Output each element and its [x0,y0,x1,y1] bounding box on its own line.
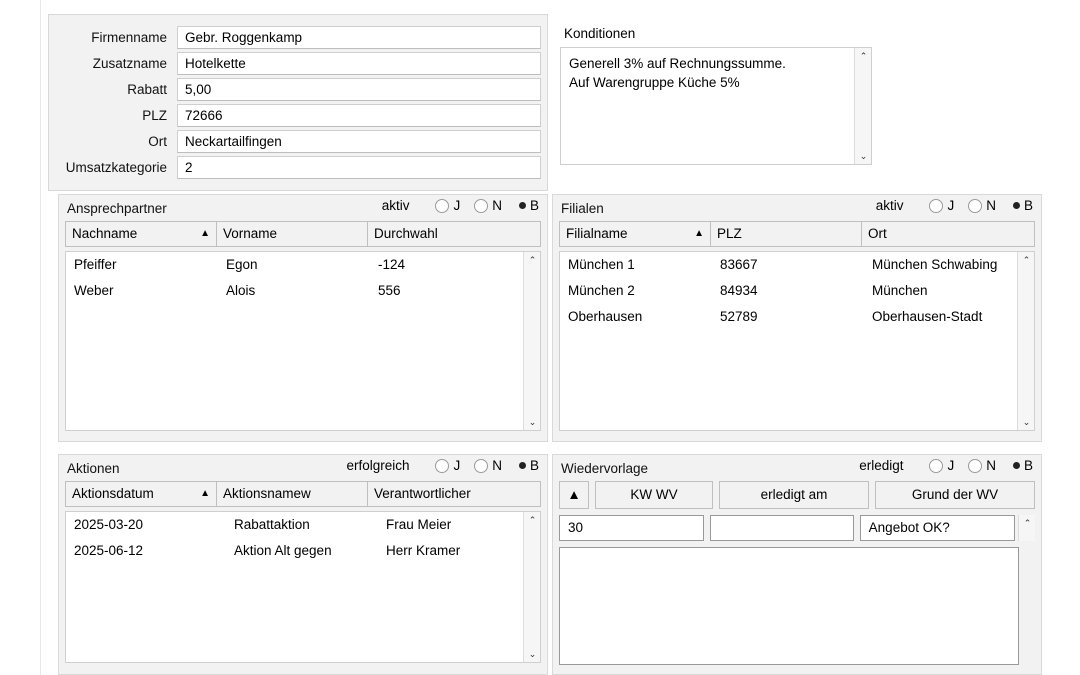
radio-icon [474,459,488,473]
table-row[interactable] [66,278,540,304]
table-row[interactable] [66,512,540,538]
ansprechpartner-panel [58,194,548,442]
konditionen-line-1: Generell 3% auf Rechnungssumme. [569,56,786,71]
aktionen-header [59,455,547,481]
aktionen-column-headers [65,481,541,507]
cell-filialname: München 1 [568,257,635,272]
radio-icon [929,199,943,213]
radio-selected-icon [1013,202,1020,209]
input-kw-wv[interactable]: 30 [559,515,704,541]
cell-nachname: Weber [74,283,114,298]
filialen-filter-b-label: B [1023,198,1033,213]
scroll-down-icon[interactable]: ⌄ [528,417,537,427]
ansprechpartner-column-headers [65,221,541,247]
radio-icon [968,459,982,473]
wiedervorlage-filter-b-label: B [1023,458,1033,473]
aktionen-filter-group [346,458,539,473]
cell-durchwahl: -124 [378,257,406,272]
label-firmenname: Firmenname [91,30,167,45]
wiedervorlage-filter-label: erledigt [859,458,904,473]
input-ort[interactable]: Neckartailfingen [177,130,541,153]
konditionen-line-2: Auf Warengruppe Küche 5% [569,75,740,90]
wiedervorlage-memo[interactable] [559,547,1019,665]
form-row-umsatzkategorie [55,155,541,180]
cell-plz: 83667 [720,257,758,272]
ansprechpartner-filter-label: aktiv [381,198,410,213]
scroll-up-icon[interactable]: ⌃ [1022,255,1031,265]
label-zusatzname: Zusatzname [92,56,167,71]
filialen-column-headers [559,221,1035,247]
form-row-rabatt [55,77,541,102]
input-umsatzkategorie[interactable]: 2 [177,156,541,179]
cell-aktionsdatum: 2025-03-20 [74,517,144,532]
aktionen-filter-j[interactable] [435,458,460,473]
cell-verantwortlicher: Herr Kramer [386,543,461,558]
wiedervorlage-input-row [559,515,1035,541]
aktionen-filter-b-label: B [529,458,539,473]
filialen-list[interactable] [559,251,1035,431]
aktionen-filter-n[interactable] [474,458,502,473]
label-plz: PLZ [142,108,167,123]
label-ort: Ort [148,134,167,149]
filialen-filter-n[interactable] [968,198,996,213]
table-row[interactable] [560,278,1034,304]
wiedervorlage-filter-n[interactable] [968,458,996,473]
cell-aktionsname: Rabattaktion [234,517,310,532]
cell-ort: München Schwabing [872,257,998,272]
input-erledigt-am[interactable] [710,515,853,541]
aktionen-filter-b[interactable] [516,458,539,473]
filialen-scrollbar[interactable] [1017,252,1034,430]
ansprechpartner-filter-b[interactable] [516,198,539,213]
ansprechpartner-header [59,195,547,221]
label-rabatt: Rabatt [127,82,167,97]
column-header-verantwortlicher[interactable] [367,481,541,507]
cell-vorname: Egon [226,257,258,272]
sort-ascending-icon: ▲ [694,228,704,239]
wiedervorlage-filter-b[interactable] [1010,458,1033,473]
ansprechpartner-scrollbar[interactable] [523,252,540,430]
cell-verantwortlicher: Frau Meier [386,517,452,532]
scroll-up-icon[interactable]: ⌃ [528,515,537,525]
cell-plz: 52789 [720,309,758,324]
sort-ascending-icon[interactable]: ▲ [559,481,589,509]
column-header-durchwahl[interactable] [367,221,541,247]
radio-icon [968,199,982,213]
scroll-up-icon[interactable]: ⌃ [528,255,537,265]
column-header-vorname-label: Vorname [223,226,278,241]
wiedervorlage-title: Wiedervorlage [561,460,649,476]
radio-icon [474,199,488,213]
radio-icon [929,459,943,473]
cell-filialname: München 2 [568,283,635,298]
ansprechpartner-filter-n-label: N [492,198,502,213]
left-gutter [0,0,41,675]
aktionen-filter-j-label: J [453,458,461,473]
aktionen-filter-label: erfolgreich [346,458,410,473]
form-row-firmenname [55,25,541,50]
filialen-header [553,195,1041,221]
cell-ort: Oberhausen-Stadt [872,309,983,324]
wiedervorlage-scroll-track[interactable] [1018,515,1035,541]
column-header-ort[interactable] [861,221,1035,247]
cell-filialname: Oberhausen [568,309,643,324]
input-grund-der-wv[interactable]: Angebot OK? [860,515,1015,541]
wiedervorlage-column-headers [559,481,1035,509]
column-header-aktionsname-label: Aktionsnamew [223,486,311,501]
radio-icon [435,459,449,473]
column-header-kw-wv[interactable]: KW WV [595,481,713,509]
input-zusatzname[interactable]: Hotelkette [177,52,541,75]
table-row[interactable] [66,538,540,564]
konditionen-section [560,14,872,165]
input-firmenname[interactable]: Gebr. Roggenkamp [177,26,541,49]
filialen-filter-group [876,198,1033,213]
wiedervorlage-filter-j-label: J [947,458,955,473]
input-plz[interactable]: 72666 [177,104,541,127]
scroll-up-icon[interactable]: ⌃ [1023,518,1032,528]
sort-ascending-icon: ▲ [200,228,210,239]
wiedervorlage-filter-group [859,458,1033,473]
form-row-plz [55,103,541,128]
column-header-aktionsdatum[interactable] [65,481,217,507]
column-header-erledigt-am[interactable]: erledigt am [719,481,869,509]
filialen-title: Filialen [561,200,604,216]
column-header-filialname-label: Filialname [566,226,628,241]
cell-vorname: Alois [226,283,256,298]
scroll-down-icon[interactable]: ⌄ [528,649,537,659]
filialen-filter-j-label: J [947,198,955,213]
konditionen-scrollbar[interactable] [854,48,871,164]
column-header-ort-label: Ort [868,226,887,241]
column-header-vorname[interactable] [216,221,368,247]
radio-icon [435,199,449,213]
column-header-plz[interactable] [710,221,862,247]
wiedervorlage-scrollbar[interactable] [1019,515,1035,541]
konditionen-title: Konditionen [564,26,636,41]
table-row[interactable] [560,252,1034,278]
cell-plz: 84934 [720,283,758,298]
aktionen-title: Aktionen [67,460,120,476]
filialen-filter-j[interactable] [929,198,954,213]
ansprechpartner-title: Ansprechpartner [67,200,167,216]
ansprechpartner-filter-j-label: J [453,198,461,213]
label-umsatzkategorie: Umsatzkategorie [65,160,167,175]
wiedervorlage-filter-j[interactable] [929,458,954,473]
aktionen-scrollbar[interactable] [523,512,540,662]
ansprechpartner-filter-group [382,198,539,213]
form-row-ort [55,129,541,154]
scroll-up-icon[interactable]: ⌃ [859,51,868,61]
table-row[interactable] [560,304,1034,330]
cell-durchwahl: 556 [378,283,401,298]
column-header-aktionsname[interactable] [216,481,368,507]
column-header-grund-der-wv[interactable]: Grund der WV [875,481,1035,509]
column-header-verantwortlicher-label: Verantwortlicher [374,486,471,501]
column-header-plz-label: PLZ [717,226,742,241]
radio-selected-icon [1013,462,1020,469]
radio-selected-icon [519,202,526,209]
scroll-down-icon[interactable]: ⌄ [859,151,868,161]
ansprechpartner-filter-n[interactable] [474,198,502,213]
filialen-filter-n-label: N [986,198,996,213]
column-header-aktionsdatum-label: Aktionsdatum [72,486,154,501]
aktionen-filter-n-label: N [492,458,502,473]
filialen-filter-label: aktiv [875,198,904,213]
sort-ascending-icon: ▲ [200,488,210,499]
column-header-durchwahl-label: Durchwahl [374,226,438,241]
company-form-panel [48,14,548,191]
wiedervorlage-panel [552,454,1042,675]
wiedervorlage-header [553,455,1041,481]
wiedervorlage-filter-n-label: N [986,458,996,473]
column-header-filialname[interactable] [559,221,711,247]
cell-aktionsname: Aktion Alt gegen [234,543,332,558]
ansprechpartner-list[interactable] [65,251,541,431]
aktionen-panel [58,454,548,675]
scroll-down-icon[interactable]: ⌄ [1022,417,1031,427]
ansprechpartner-filter-b-label: B [529,198,539,213]
input-rabatt[interactable]: 5,00 [177,78,541,101]
radio-selected-icon [519,462,526,469]
ansprechpartner-filter-j[interactable] [435,198,460,213]
filialen-filter-b[interactable] [1010,198,1033,213]
table-row[interactable] [66,252,540,278]
cell-aktionsdatum: 2025-06-12 [74,543,144,558]
cell-nachname: Pfeiffer [74,257,117,272]
column-header-nachname[interactable] [65,221,217,247]
filialen-panel [552,194,1042,442]
form-row-zusatzname [55,51,541,76]
konditionen-textarea[interactable] [560,47,872,165]
column-header-nachname-label: Nachname [72,226,138,241]
cell-ort: München [872,283,928,298]
aktionen-list[interactable] [65,511,541,663]
